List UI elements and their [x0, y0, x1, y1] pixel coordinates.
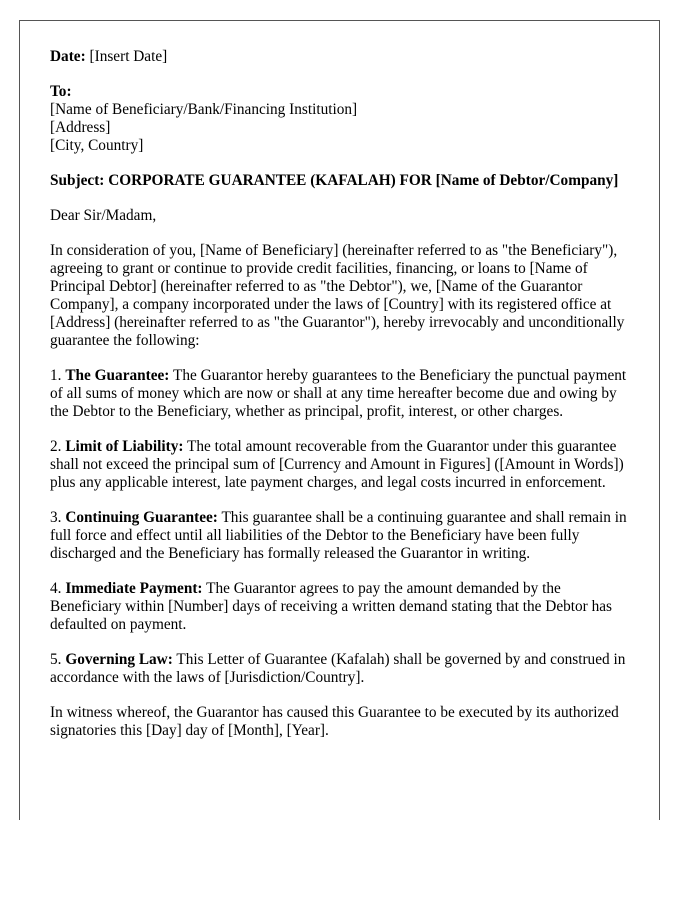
clause-text: This Letter of Guarantee (Kafalah) shall be governed by and construed in accordance with the laws of [Jurisdiction/Country]. — [50, 651, 626, 686]
witness-paragraph: In witness whereof, the Guarantor has caused this Guarantee to be executed by its authorized signatories this [Day] day of [Month], [Year]. — [50, 704, 619, 739]
clause-title: Limit of Liability: — [65, 438, 184, 455]
salutation: Dear Sir/Madam, — [50, 207, 157, 224]
clause-continuing-guarantee — [50, 509, 634, 563]
clause-title: Governing Law: — [65, 651, 173, 668]
subject-line: Subject: CORPORATE GUARANTEE (KAFALAH) FOR [Name of Debtor/Company] — [50, 172, 619, 189]
recipient-city-country: [City, Country] — [50, 137, 144, 154]
clause-title: Continuing Guarantee: — [65, 509, 218, 526]
clause-text: The Guarantor hereby guarantees to the Beneficiary the punctual payment of all sums of money which are now or shall at any time hereafter become due and owing by the Debtor to the Beneficiary, whether as principal, profit, interest, or other charges. — [50, 367, 627, 420]
clause-text: This guarantee shall be a continuing guarantee and shall remain in full force and effect until all liabilities of the Debtor to the Beneficiary have been fully discharged and the Beneficiary has formally released the Guarantor in writing. — [50, 509, 627, 562]
clause-immediate-payment — [50, 580, 634, 634]
clause-limit-of-liability — [50, 438, 634, 492]
to-label: To: — [50, 83, 72, 100]
clause-title: The Guarantee: — [65, 367, 170, 384]
clause-number: 2. — [50, 438, 62, 455]
clause-number: 3. — [50, 509, 62, 526]
date-line — [50, 48, 634, 66]
clause-governing-law — [50, 651, 634, 687]
recipient-name: [Name of Beneficiary/Bank/Financing Institution] — [50, 101, 358, 118]
clause-text: The total amount recoverable from the Guarantor under this guarantee shall not exceed the principal sum of [Currency and Amount in Figures] ([Amount in Words]) plus any applicable interest, late payment charges, and legal costs incurred in enforcement. — [50, 438, 624, 491]
clause-number: 1. — [50, 367, 62, 384]
letter-body — [50, 48, 634, 757]
letter-page — [19, 20, 660, 820]
recipient-block — [50, 83, 634, 155]
clause-text: The Guarantor agrees to pay the amount demanded by the Beneficiary within [Number] days of receiving a written demand stating that the Debtor has defaulted on payment. — [50, 580, 612, 633]
clause-guarantee — [50, 367, 634, 421]
intro-paragraph: In consideration of you, [Name of Beneficiary] (hereinafter referred to as "the Beneficiary"), agreeing to grant or continue to provide credit facilities, financing, or loans to [Name of Principal Debtor] (hereinafter referred to as "the Debtor"), we, [Name of the Guarantor Company], a company incorporated under the laws of [Country] with its registered office at [Address] (hereinafter referred to as "the Guarantor"), hereby irrevocably and unconditionally guarantee the following: — [50, 242, 625, 349]
date-label: Date: — [50, 48, 86, 65]
clause-number: 5. — [50, 651, 62, 668]
date-value: [Insert Date] — [89, 48, 168, 65]
clause-number: 4. — [50, 580, 62, 597]
recipient-address: [Address] — [50, 119, 111, 136]
clause-title: Immediate Payment: — [65, 580, 203, 597]
